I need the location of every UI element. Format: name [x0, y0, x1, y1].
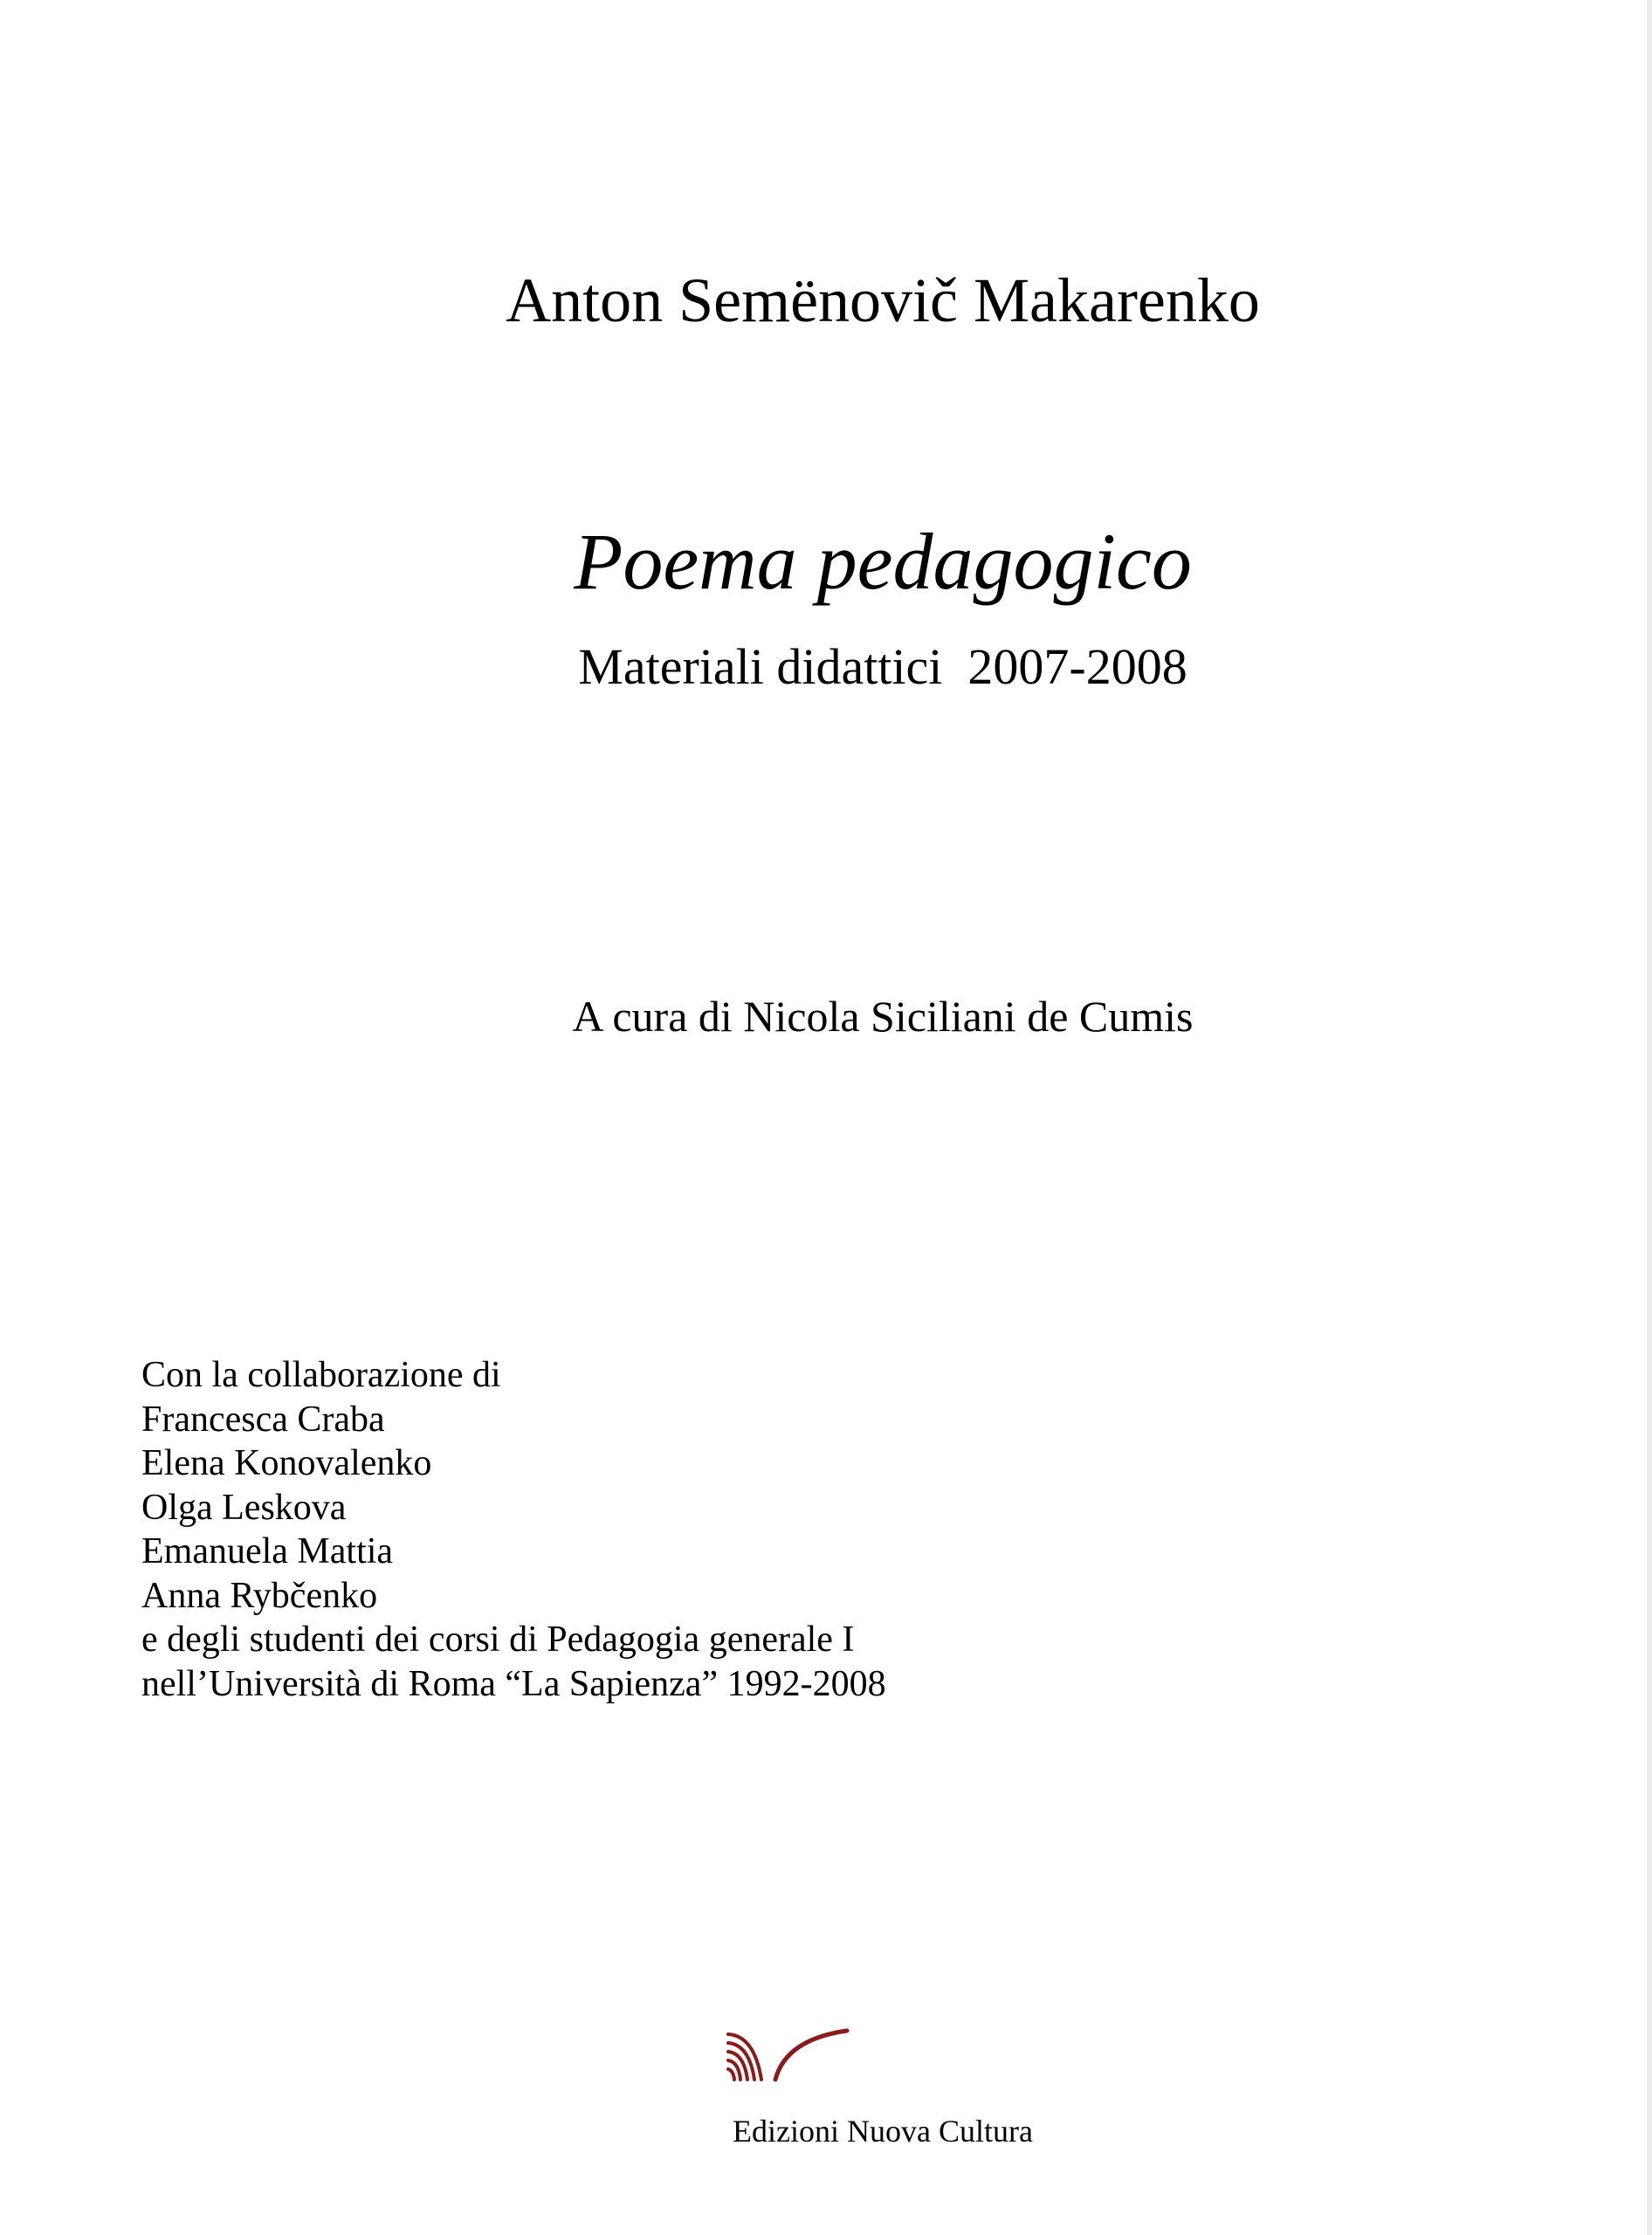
collaboration-list — [141, 1353, 886, 1706]
collaborator-name: Olga Leskova — [141, 1487, 347, 1528]
editor-credit: A cura di Nicola Siciliani de Cumis — [572, 992, 1194, 1041]
author-name: Anton Semënovič Makarenko — [506, 265, 1260, 335]
publisher-arc-logo-icon — [725, 2025, 856, 2088]
collaborator-name: Elena Konovalenko — [141, 1443, 432, 1483]
collaborator-name: Anna Rybčenko — [141, 1575, 378, 1616]
collaborator-name: Francesca Craba — [141, 1399, 385, 1440]
book-title: Poema pedagogico — [574, 517, 1192, 606]
publisher-name: Edizioni Nuova Cultura — [733, 2114, 1033, 2149]
collaboration-students: e degli studenti dei corsi di Pedagogia generale I — [141, 1620, 855, 1660]
collaborator-name: Emanuela Mattia — [141, 1531, 394, 1571]
collaboration-university: nell’Università di Roma “La Sapienza” 1992-2008 — [141, 1663, 886, 1704]
collaboration-heading: Con la collaborazione di — [141, 1355, 501, 1395]
book-subtitle: Materiali didattici 2007-2008 — [578, 638, 1187, 695]
